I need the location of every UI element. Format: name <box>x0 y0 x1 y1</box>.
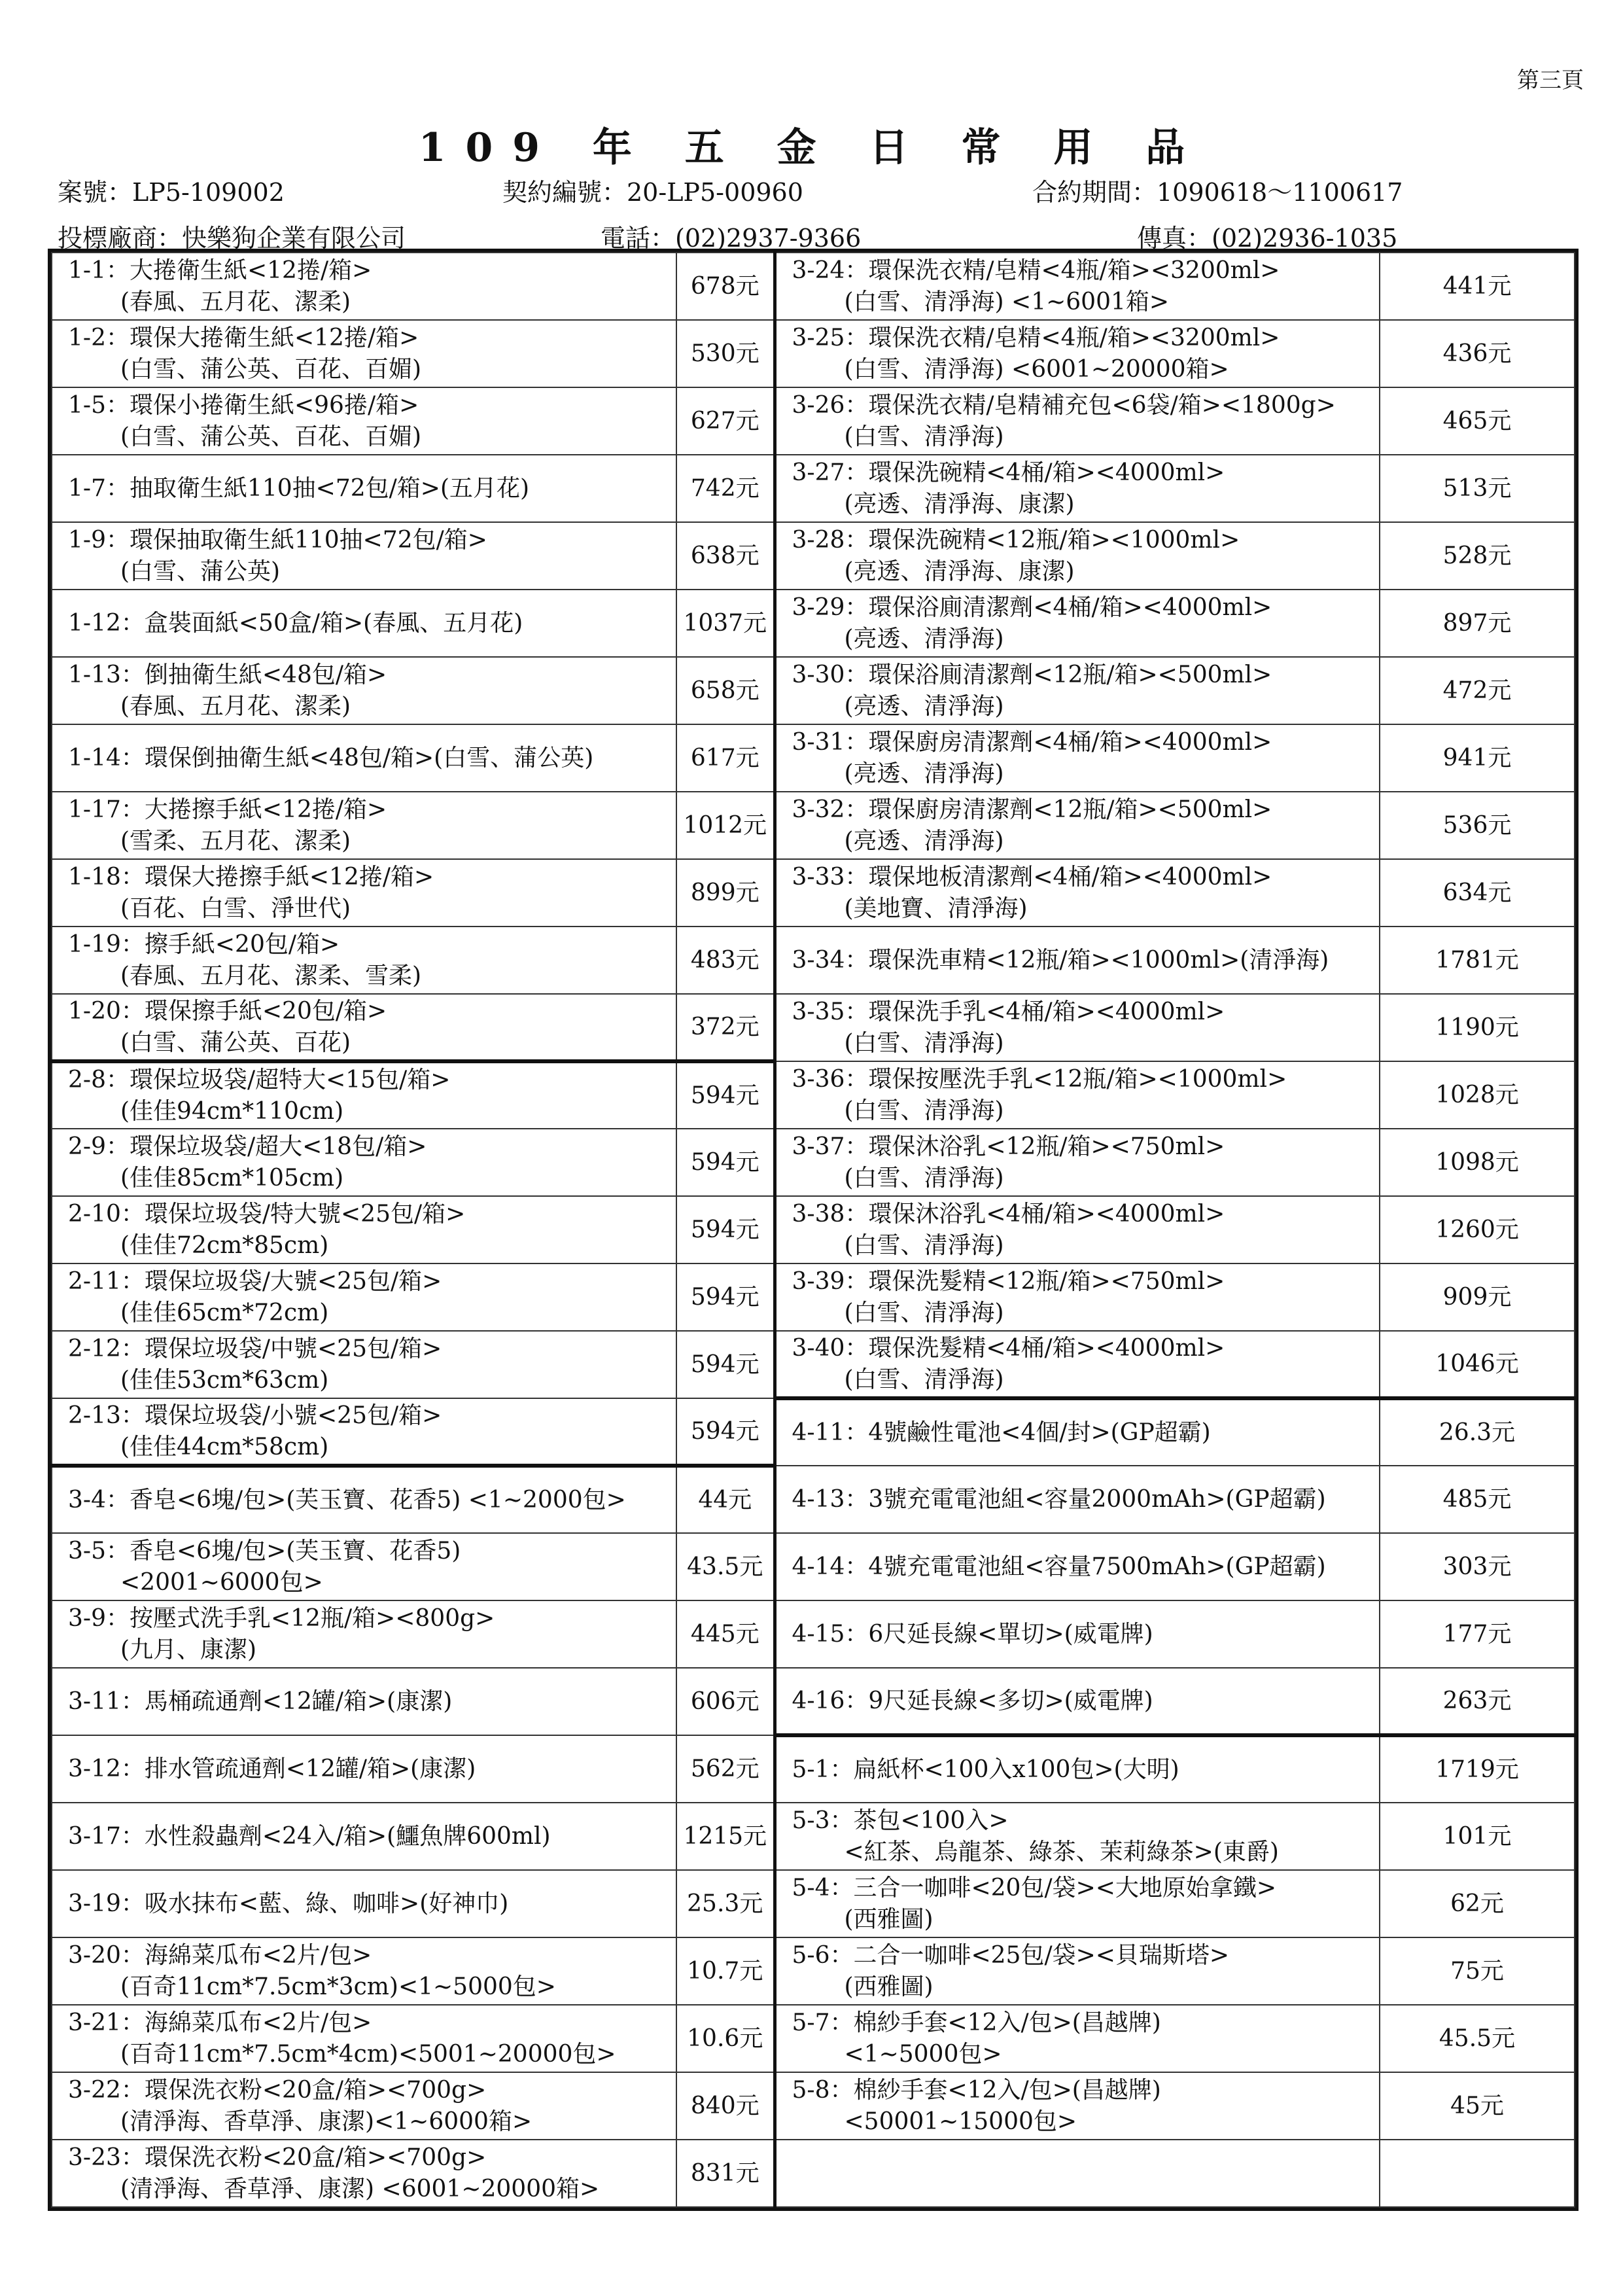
table-row <box>52 1533 1575 1600</box>
table-row <box>52 1803 1575 1870</box>
right-item-cell <box>775 1398 1380 1466</box>
right-price-cell: 1028元 <box>1380 1061 1575 1129</box>
item-name: 1-13：倒抽衛生紙<48包/箱> <box>68 661 387 688</box>
left-item-cell <box>52 2072 676 2140</box>
left-item-cell <box>52 522 676 590</box>
item-name: 1-12：盒裝面紙<50盒/箱>(春風、五月花) <box>68 609 523 637</box>
fax-number: 傳真：(02)2936-1035 <box>1137 224 1398 253</box>
left-price-cell: 594元 <box>676 1061 775 1129</box>
item-detail: <50001~15000包> <box>844 2108 1077 2135</box>
left-price-cell: 742元 <box>676 455 775 522</box>
item-name: 3-11：馬桶疏通劑<12罐/箱>(康潔) <box>68 1687 453 1715</box>
item-name: 3-34：環保洗車精<12瓶/箱><1000ml>(清淨海) <box>792 946 1329 974</box>
item-name: 5-4：三合一咖啡<20包/袋><大地原始拿鐵> <box>792 1874 1277 1901</box>
item-name: 3-35：環保洗手乳<4桶/箱><4000ml> <box>792 998 1225 1025</box>
item-name: 3-30：環保浴廁清潔劑<12瓶/箱><500ml> <box>792 661 1272 688</box>
left-item-cell <box>52 1668 676 1735</box>
item-detail: (春風、五月花、潔柔、雪柔) <box>120 962 422 989</box>
right-item-cell <box>775 253 1380 320</box>
table-row <box>52 1398 1575 1466</box>
table-row <box>52 1196 1575 1263</box>
item-name: 1-17：大捲擦手紙<12捲/箱> <box>68 796 387 823</box>
item-name: 3-29：環保浴廁清潔劑<4桶/箱><4000ml> <box>792 593 1272 621</box>
item-detail: (春風、五月花、潔柔) <box>120 692 351 720</box>
left-price-cell: 638元 <box>676 522 775 590</box>
item-name: 3-20：海綿菜瓜布<2片/包> <box>68 1941 372 1969</box>
item-name: 3-36：環保按壓洗手乳<12瓶/箱><1000ml> <box>792 1065 1287 1093</box>
left-item-cell <box>52 1061 676 1129</box>
item-detail: (清淨海、香草淨、康潔)<1~6000箱> <box>120 2108 532 2135</box>
item-name: 2-12：環保垃圾袋/中號<25包/箱> <box>68 1335 442 1362</box>
table-row <box>52 927 1575 994</box>
item-name: 3-24：環保洗衣精/皂精<4瓶/箱><3200ml> <box>792 256 1280 284</box>
table-row <box>52 590 1575 657</box>
right-price-cell: 485元 <box>1380 1466 1575 1533</box>
item-detail: (亮透、清淨海) <box>844 827 1004 855</box>
right-price-cell: 45.5元 <box>1380 2005 1575 2072</box>
left-item-cell <box>52 590 676 657</box>
table-row <box>52 1937 1575 2005</box>
right-item-cell <box>775 1263 1380 1331</box>
item-detail: (白雪、清淨海) <box>844 1366 1004 1393</box>
right-item-cell <box>775 2005 1380 2072</box>
table-row <box>52 1466 1575 1533</box>
left-item-cell <box>52 724 676 792</box>
right-price-cell: 1190元 <box>1380 994 1575 1061</box>
item-name: 5-8：棉紗手套<12入/包>(昌越牌) <box>792 2076 1161 2104</box>
item-detail: (西雅圖) <box>844 1905 934 1933</box>
contract-period: 合約期間：1090618～1100617 <box>1032 178 1403 207</box>
right-item-cell <box>775 1466 1380 1533</box>
right-price-cell: 513元 <box>1380 455 1575 522</box>
item-name: 1-19：擦手紙<20包/箱> <box>68 930 340 958</box>
left-price-cell: 1037元 <box>676 590 775 657</box>
left-item-cell <box>52 657 676 724</box>
table-row <box>52 2072 1575 2140</box>
left-price-cell: 831元 <box>676 2140 775 2207</box>
item-name: 1-7：抽取衛生紙110抽<72包/箱>(五月花) <box>68 474 530 502</box>
left-item-cell <box>52 1533 676 1600</box>
right-item-cell <box>775 1600 1380 1668</box>
item-detail: (佳佳85cm*105cm) <box>120 1164 344 1192</box>
item-name: 4-11：4號鹼性電池<4個/封>(GP超霸) <box>792 1419 1211 1446</box>
left-price-cell: 10.7元 <box>676 1937 775 2005</box>
price-table <box>51 252 1575 2208</box>
left-item-cell <box>52 1398 676 1466</box>
item-name: 4-13：3號充電電池組<容量2000mAh>(GP超霸) <box>792 1485 1326 1513</box>
right-item-cell <box>775 859 1380 927</box>
item-detail: (九月、康潔) <box>120 1636 257 1663</box>
right-price-cell <box>1380 2140 1575 2207</box>
item-name: 3-4：香皂<6塊/包>(芙玉寶、花香5) <1~2000包> <box>68 1486 626 1513</box>
left-price-cell: 594元 <box>676 1196 775 1263</box>
item-detail: (雪柔、五月花、潔柔) <box>120 827 351 855</box>
item-name: 1-5：環保小捲衛生紙<96捲/箱> <box>68 391 419 419</box>
left-item-cell <box>52 2140 676 2207</box>
item-detail: (佳佳72cm*85cm) <box>120 1231 329 1259</box>
table-row <box>52 724 1575 792</box>
left-price-cell: 594元 <box>676 1398 775 1466</box>
left-item-cell <box>52 927 676 994</box>
right-item-cell <box>775 522 1380 590</box>
item-name: 2-9：環保垃圾袋/超大<18包/箱> <box>68 1133 427 1160</box>
item-name: 3-40：環保洗髮精<4桶/箱><4000ml> <box>792 1334 1225 1362</box>
item-name: 3-9：按壓式洗手乳<12瓶/箱><800g> <box>68 1604 495 1632</box>
left-price-cell: 530元 <box>676 320 775 387</box>
item-name: 2-10：環保垃圾袋/特大號<25包/箱> <box>68 1200 466 1227</box>
item-detail: (美地寶、清淨海) <box>844 894 1028 922</box>
right-price-cell: 1781元 <box>1380 927 1575 994</box>
right-price-cell: 45元 <box>1380 2072 1575 2140</box>
item-detail: (佳佳94cm*110cm) <box>120 1097 344 1125</box>
left-item-cell <box>52 1735 676 1803</box>
left-item-cell <box>52 1129 676 1196</box>
item-name: 3-17：水性殺蟲劑<24入/箱>(鱷魚牌600ml) <box>68 1822 551 1850</box>
left-item-cell <box>52 1600 676 1668</box>
left-price-cell: 562元 <box>676 1735 775 1803</box>
item-name: 2-11：環保垃圾袋/大號<25包/箱> <box>68 1267 442 1295</box>
item-name: 1-20：環保擦手紙<20包/箱> <box>68 997 387 1025</box>
item-name: 5-6：二合一咖啡<25包/袋><貝瑞斯塔> <box>792 1941 1230 1969</box>
item-detail: (亮透、清淨海) <box>844 760 1004 787</box>
table-row <box>52 1870 1575 1937</box>
right-item-cell <box>775 1331 1380 1398</box>
item-detail: (白雪、清淨海) <6001~20000箱> <box>844 355 1229 383</box>
item-name: 3-32：環保廚房清潔劑<12瓶/箱><500ml> <box>792 796 1272 823</box>
right-item-cell <box>775 1196 1380 1263</box>
right-item-cell <box>775 1735 1380 1803</box>
item-name: 4-16：9尺延長線<多切>(威電牌) <box>792 1687 1153 1714</box>
left-item-cell <box>52 1263 676 1331</box>
item-name: 3-38：環保沐浴乳<4桶/箱><4000ml> <box>792 1200 1225 1227</box>
item-detail: (春風、五月花、潔柔) <box>120 288 351 315</box>
table-row <box>52 2140 1575 2207</box>
table-row <box>52 1129 1575 1196</box>
vendor-name: 投標廠商：快樂狗企業有限公司 <box>58 224 406 253</box>
right-item-cell <box>775 792 1380 859</box>
left-item-cell <box>52 2005 676 2072</box>
right-item-cell <box>775 657 1380 724</box>
item-name: 3-23：環保洗衣粉<20盒/箱><700g> <box>68 2144 487 2171</box>
left-item-cell <box>52 253 676 320</box>
right-item-cell <box>775 1668 1380 1735</box>
left-item-cell <box>52 859 676 927</box>
right-item-cell <box>775 1803 1380 1870</box>
item-detail: (白雪、清淨海) <box>844 1164 1004 1192</box>
item-detail: (百花、白雪、淨世代) <box>120 894 351 922</box>
item-detail: (白雪、清淨海) <box>844 423 1004 450</box>
left-item-cell <box>52 320 676 387</box>
item-name: 3-37：環保沐浴乳<12瓶/箱><750ml> <box>792 1133 1225 1160</box>
item-detail: (白雪、蒲公英) <box>120 557 281 585</box>
right-item-cell <box>775 724 1380 792</box>
left-price-cell: 594元 <box>676 1263 775 1331</box>
item-detail: (亮透、清淨海) <box>844 625 1004 652</box>
left-item-cell <box>52 1803 676 1870</box>
table-row <box>52 994 1575 1061</box>
right-price-cell: 536元 <box>1380 792 1575 859</box>
item-detail: (西雅圖) <box>844 1973 934 2000</box>
right-price-cell: 62元 <box>1380 1870 1575 1937</box>
item-name: 1-18：環保大捲擦手紙<12捲/箱> <box>68 863 434 891</box>
table-row <box>52 1263 1575 1331</box>
right-item-cell <box>775 455 1380 522</box>
item-name: 3-25：環保洗衣精/皂精<4瓶/箱><3200ml> <box>792 324 1280 351</box>
right-price-cell: 1719元 <box>1380 1735 1575 1803</box>
left-price-cell: 678元 <box>676 253 775 320</box>
right-item-cell <box>775 927 1380 994</box>
right-item-cell <box>775 1061 1380 1129</box>
item-name: 3-39：環保洗髮精<12瓶/箱><750ml> <box>792 1267 1225 1295</box>
right-item-cell <box>775 320 1380 387</box>
right-price-cell: 909元 <box>1380 1263 1575 1331</box>
right-item-cell <box>775 994 1380 1061</box>
right-price-cell: 1098元 <box>1380 1129 1575 1196</box>
right-price-cell: 436元 <box>1380 320 1575 387</box>
item-name: 3-27：環保洗碗精<4桶/箱><4000ml> <box>792 459 1225 486</box>
item-name: 4-15：6尺延長線<單切>(威電牌) <box>792 1620 1153 1648</box>
table-row <box>52 387 1575 455</box>
item-detail: (白雪、蒲公英、百花、百媚) <box>120 423 422 450</box>
phone-number: 電話：(02)2937-9366 <box>601 224 862 253</box>
item-name: 1-1：大捲衛生紙<12捲/箱> <box>68 256 372 284</box>
table-row <box>52 253 1575 320</box>
left-price-cell: 44元 <box>676 1466 775 1533</box>
right-item-cell <box>775 1870 1380 1937</box>
item-detail: <1~5000包> <box>844 2040 1002 2068</box>
right-price-cell: 528元 <box>1380 522 1575 590</box>
left-price-cell: 10.6元 <box>676 2005 775 2072</box>
table-row <box>52 1331 1575 1398</box>
left-price-cell: 617元 <box>676 724 775 792</box>
right-price-cell: 441元 <box>1380 253 1575 320</box>
right-price-cell: 26.3元 <box>1380 1398 1575 1466</box>
item-name: 3-19：吸水抹布<藍、綠、咖啡>(好神巾) <box>68 1890 509 1917</box>
item-name: 4-14：4號充電電池組<容量7500mAh>(GP超霸) <box>792 1553 1326 1580</box>
right-item-cell <box>775 1533 1380 1600</box>
right-price-cell: 177元 <box>1380 1600 1575 1668</box>
item-name: 3-33：環保地板清潔劑<4桶/箱><4000ml> <box>792 863 1272 891</box>
right-price-cell: 941元 <box>1380 724 1575 792</box>
item-detail: (白雪、蒲公英、百花、百媚) <box>120 355 422 383</box>
left-price-cell: 840元 <box>676 2072 775 2140</box>
item-name: 3-28：環保洗碗精<12瓶/箱><1000ml> <box>792 526 1240 554</box>
item-name: 2-8：環保垃圾袋/超特大<15包/箱> <box>68 1066 451 1093</box>
table-row <box>52 320 1575 387</box>
right-price-cell: 1046元 <box>1380 1331 1575 1398</box>
contract-number: 契約編號：20-LP5-00960 <box>502 178 803 207</box>
item-name: 3-22：環保洗衣粉<20盒/箱><700g> <box>68 2076 487 2104</box>
table-row <box>52 455 1575 522</box>
page-title: 109 年 五 金 日 常 用 品 <box>418 125 1205 171</box>
left-item-cell <box>52 455 676 522</box>
left-price-cell: 372元 <box>676 994 775 1061</box>
item-name: 3-26：環保洗衣精/皂精補充包<6袋/箱><1800g> <box>792 391 1336 419</box>
right-item-cell <box>775 2072 1380 2140</box>
left-price-cell: 43.5元 <box>676 1533 775 1600</box>
table-row <box>52 2005 1575 2072</box>
price-table-body <box>52 253 1575 2207</box>
left-price-cell: 25.3元 <box>676 1870 775 1937</box>
item-detail: (亮透、清淨海、康潔) <box>844 557 1075 585</box>
item-name: 2-13：環保垃圾袋/小號<25包/箱> <box>68 1402 442 1429</box>
item-detail: (亮透、清淨海) <box>844 692 1004 720</box>
left-item-cell <box>52 1870 676 1937</box>
left-price-cell: 1215元 <box>676 1803 775 1870</box>
item-detail: (白雪、蒲公英、百花) <box>120 1029 351 1056</box>
table-row <box>52 1668 1575 1735</box>
left-price-cell: 627元 <box>676 387 775 455</box>
left-price-cell: 594元 <box>676 1331 775 1398</box>
left-price-cell: 594元 <box>676 1129 775 1196</box>
left-price-cell: 658元 <box>676 657 775 724</box>
item-detail: (白雪、清淨海) <box>844 1029 1004 1057</box>
item-detail: (白雪、清淨海) <box>844 1231 1004 1259</box>
right-price-cell: 263元 <box>1380 1668 1575 1735</box>
left-item-cell <box>52 1331 676 1398</box>
left-price-cell: 1012元 <box>676 792 775 859</box>
item-detail: (佳佳44cm*58cm) <box>120 1433 329 1460</box>
left-item-cell <box>52 1466 676 1533</box>
right-price-cell: 634元 <box>1380 859 1575 927</box>
case-number: 案號：LP5-109002 <box>58 178 285 207</box>
right-item-cell <box>775 590 1380 657</box>
right-price-cell: 897元 <box>1380 590 1575 657</box>
item-detail: (百奇11cm*7.5cm*3cm)<1~5000包> <box>120 1973 556 2000</box>
left-price-cell: 483元 <box>676 927 775 994</box>
left-item-cell <box>52 792 676 859</box>
item-name: 3-21：海綿菜瓜布<2片/包> <box>68 2009 372 2036</box>
item-detail: (白雪、清淨海) <box>844 1097 1004 1124</box>
item-name: 1-9：環保抽取衛生紙110抽<72包/箱> <box>68 526 487 554</box>
left-price-cell: 606元 <box>676 1668 775 1735</box>
right-item-cell <box>775 2140 1380 2207</box>
right-item-cell <box>775 387 1380 455</box>
left-price-cell: 899元 <box>676 859 775 927</box>
right-item-cell <box>775 1937 1380 2005</box>
item-detail: (亮透、清淨海、康潔) <box>844 490 1075 518</box>
item-name: 1-14：環保倒抽衛生紙<48包/箱>(白雪、蒲公英) <box>68 744 594 771</box>
right-price-cell: 101元 <box>1380 1803 1575 1870</box>
right-price-cell: 1260元 <box>1380 1196 1575 1263</box>
table-row <box>52 657 1575 724</box>
table-row <box>52 792 1575 859</box>
right-item-cell <box>775 1129 1380 1196</box>
item-name: 1-2：環保大捲衛生紙<12捲/箱> <box>68 324 419 351</box>
right-price-cell: 75元 <box>1380 1937 1575 2005</box>
item-name: 3-5：香皂<6塊/包>(芙玉寶、花香5) <box>68 1537 461 1564</box>
item-name: 5-1：扁紙杯<100入x100包>(大明) <box>792 1756 1179 1783</box>
item-detail: (百奇11cm*7.5cm*4cm)<5001~20000包> <box>120 2040 616 2068</box>
left-item-cell <box>52 994 676 1061</box>
item-name: 3-31：環保廚房清潔劑<4桶/箱><4000ml> <box>792 728 1272 756</box>
right-price-cell: 303元 <box>1380 1533 1575 1600</box>
item-detail: <2001~6000包> <box>120 1568 323 1596</box>
item-detail: <紅茶、烏龍茶、綠茶、茉莉綠茶>(東爵) <box>844 1838 1279 1865</box>
left-price-cell: 445元 <box>676 1600 775 1668</box>
table-row <box>52 522 1575 590</box>
item-name: 3-12：排水管疏通劑<12罐/箱>(康潔) <box>68 1755 476 1782</box>
right-price-cell: 465元 <box>1380 387 1575 455</box>
item-name: 5-7：棉紗手套<12入/包>(昌越牌) <box>792 2009 1161 2036</box>
left-item-cell <box>52 1937 676 2005</box>
left-item-cell <box>52 387 676 455</box>
item-detail: (佳佳53cm*63cm) <box>120 1366 329 1394</box>
page-number: 第三頁 <box>1517 67 1584 94</box>
table-row <box>52 1600 1575 1668</box>
item-detail: (白雪、清淨海) <box>844 1299 1004 1326</box>
right-price-cell: 472元 <box>1380 657 1575 724</box>
table-row <box>52 1735 1575 1803</box>
item-detail: (白雪、清淨海) <1~6001箱> <box>844 288 1170 315</box>
left-item-cell <box>52 1196 676 1263</box>
item-name: 5-3：茶包<100入> <box>792 1807 1009 1834</box>
table-row <box>52 859 1575 927</box>
item-detail: (清淨海、香草淨、康潔) <6001~20000箱> <box>120 2175 600 2202</box>
table-row <box>52 1061 1575 1129</box>
item-detail: (佳佳65cm*72cm) <box>120 1299 329 1326</box>
